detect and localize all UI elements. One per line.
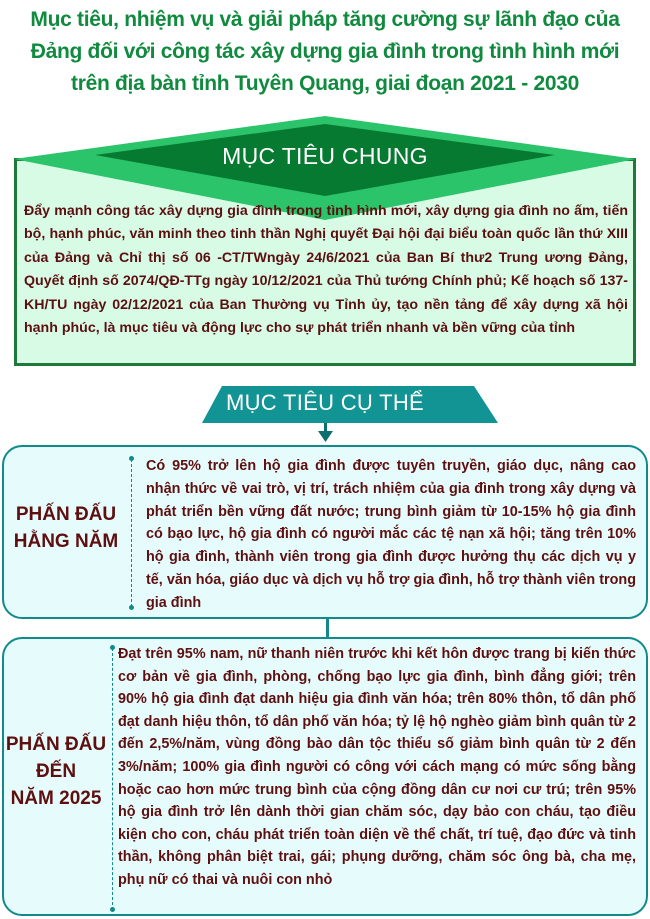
label-line: NĂM 2025	[10, 788, 102, 809]
divider-dot-bottom	[110, 907, 115, 912]
goal-2025-text: Đạt trên 95% nam, nữ thanh niên trước khi kết hôn được trang bị kiến thức cơ bản về gia đình, phòng, chống bạo lực gia đình, bình đẳng giới; trên 90% hộ gia đình đạt danh hiệu gia đình văn hóa; trên 80% thôn, tổ dân phố đạt danh hiệu thôn, tổ dân phố văn hóa; tỷ lệ hộ nghèo giảm bình quân từ 2 đến 2,5%/năm, vùng đồng bào dân tộc thiểu số giảm bình quân từ 2 đến 3%/năm; 100% gia đình người có công với cách mạng có mức sống bằng hoặc cao hơn mức trung bình của cộng đồng dân cư nơi cư trú; trên 95% hộ gia đình trở lên dành thời gian chăm sóc, dạy bảo con cháu, tạo điều kiện cho con, cháu phát triển toàn diện về thể chất, trí tuệ, đạo đức và tinh thần, không phân biệt trai, gái; phụng dưỡng, chăm sóc ông bà, cha mẹ, phụ nữ có thai và nuôi con nhỏ	[118, 646, 636, 888]
annual-goal-label	[8, 501, 124, 555]
page-title	[0, 4, 650, 100]
dashed-divider	[131, 459, 132, 607]
dashed-divider	[112, 648, 113, 910]
title-line-3: trên địa bàn tỉnh Tuyên Quang, giai đoạn 2021 - 2030	[71, 72, 579, 95]
label-line: PHẤN ĐẤU	[5, 734, 107, 755]
annual-goal-panel	[2, 445, 648, 619]
label-line: PHẤN ĐẤU	[15, 504, 117, 525]
annual-goal-text: Có 95% trở lên hộ gia đình được tuyên truyền, giáo dục, nâng cao nhận thức về vai trò, vị trí, trách nhiệm của gia đình trong xây dựng và phát triển bền vững đất nước; trung bình giảm từ 10-15% hộ gia đình có bạo lực, hộ gia đình có người mắc các tệ nạn xã hội; tăng trên 10% hộ gia đình, thành viên trong gia đình được hưởng thụ các dịch vụ y tế, văn hóa, giáo dục và dịch vụ hỗ trợ gia đình, hỗ trợ thành viên trong gia đình	[146, 458, 636, 611]
title-line-2: Đảng đối với công tác xây dựng gia đình trong tình hình mới	[30, 40, 620, 63]
goal-2025-label	[4, 731, 108, 812]
divider-dot-bottom	[129, 605, 134, 610]
label-line: HẰNG NĂM	[13, 531, 119, 552]
goal-2025-panel	[2, 637, 648, 916]
panel-connector	[326, 619, 329, 637]
label-line: ĐẾN	[35, 761, 77, 782]
general-goal-heading: MỤC TIÊU CHUNG	[222, 143, 428, 169]
title-line-1: Mục tiêu, nhiệm vụ và giải pháp tăng cường sự lãnh đạo của	[30, 8, 620, 31]
general-goal-text: Đẩy mạnh công tác xây dựng gia đình trong tình hình mới, xây dựng gia đình no ấm, tiến bộ, hạnh phúc, văn minh theo tinh thần Nghị quyết Đại hội đại biểu toàn quốc lần thứ XIII của Đảng và Chỉ thị số 06 -CT/TWngày 24/6/2021 của Ban Bí thư2 Trung ương Đảng, Quyết định số 2074/QĐ-TTg ngày 10/12/2021 của Thủ tướng Chính phủ; Kế hoạch số 137-KH/TU ngày 02/12/2021 của Ban Thường vụ Tỉnh ủy, tạo nền tảng để xây dựng xã hội hạnh phúc, là mục tiêu và động lực cho sự phát triển nhanh và bền vững của tỉnh	[24, 203, 628, 337]
specific-goal-heading: MỤC TIÊU CỤ THỂ	[225, 390, 425, 415]
